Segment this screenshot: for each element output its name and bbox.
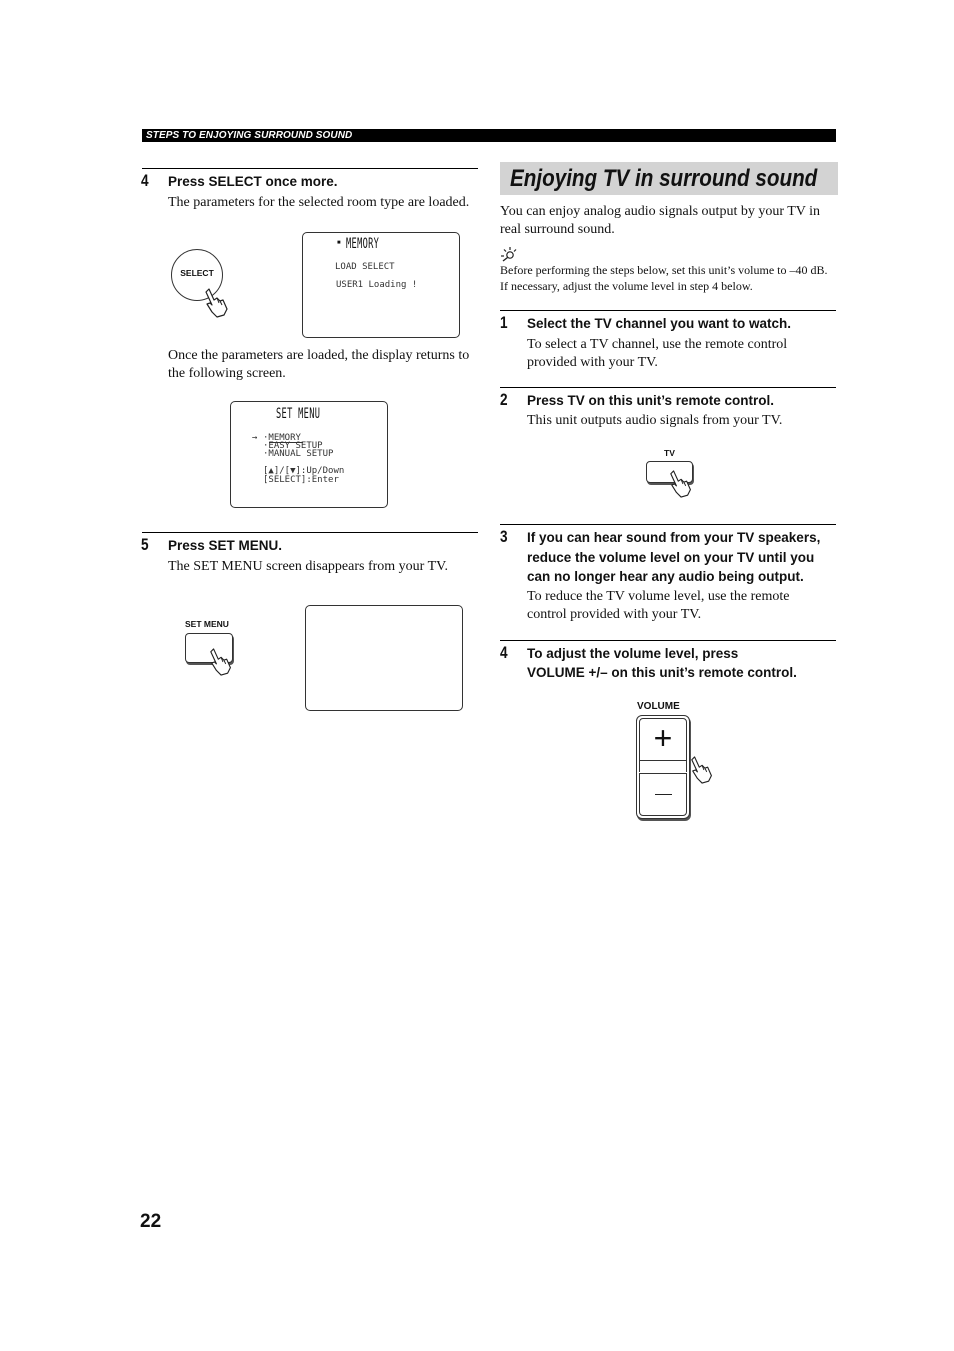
hand-pointer-icon <box>208 647 236 677</box>
osd-line: LOAD SELECT <box>335 262 395 272</box>
select-button-label: SELECT <box>180 268 214 278</box>
page-title: Enjoying TV in surround sound <box>510 165 818 192</box>
section-title: STEPS TO ENJOYING SURROUND SOUND <box>146 130 353 141</box>
blank-tv-screen <box>305 605 463 711</box>
step-heading: If you can hear sound from your TV speakers, reduce the volume level on your TV until you can no longer hear any audio being output. <box>527 530 821 584</box>
paragraph: Once the parameters are loaded, the display returns to the following screen. <box>168 348 470 381</box>
minus-icon <box>655 794 672 795</box>
hand-pointer-icon <box>689 755 717 785</box>
step-heading: To adjust the volume level, press <box>527 646 739 661</box>
rocker-divider <box>639 760 687 772</box>
step-body: The parameters for the selected room type are loaded. <box>168 195 470 210</box>
step-divider <box>500 640 836 641</box>
osd-menu-item: ·MANUAL SETUP <box>263 449 334 459</box>
step-body: The SET MENU screen disappears from your TV. <box>168 559 448 574</box>
set-menu-button-label: SET MENU <box>185 619 229 629</box>
osd-help-line: [SELECT]:Enter <box>263 475 339 485</box>
step-divider <box>500 310 836 311</box>
step-number: 4 <box>141 171 149 190</box>
osd-line: USER1 Loading ! <box>336 280 418 290</box>
osd-menu-item: ·EASY SETUP <box>263 441 323 451</box>
hand-pointer-icon <box>203 287 233 319</box>
step-divider <box>500 524 836 525</box>
volume-down-button[interactable] <box>639 773 687 816</box>
step-number: 3 <box>500 527 508 546</box>
hand-pointer-icon <box>668 469 696 499</box>
tip-lightbulb-icon <box>500 246 518 262</box>
cursor-arrow-icon: → <box>252 433 258 443</box>
volume-button-label: VOLUME <box>637 701 680 712</box>
step-heading: Press SET MENU. <box>168 538 283 553</box>
step-body: This unit outputs audio signals from your TV. <box>527 413 783 428</box>
step-divider <box>142 532 478 533</box>
step-heading: Press TV on this unit’s remote control. <box>527 393 775 408</box>
tv-button-label: TV <box>664 448 675 458</box>
step-number: 1 <box>500 313 508 332</box>
step-heading: Press SELECT once more. <box>168 174 338 189</box>
step-divider <box>500 387 836 388</box>
step-heading: Select the TV channel you want to watch. <box>527 316 792 331</box>
step-number: 2 <box>500 390 508 409</box>
page-number: 22 <box>140 1211 162 1232</box>
section-header-bar <box>142 129 836 142</box>
step-divider <box>142 168 478 169</box>
osd-title: MEMORY <box>346 236 380 252</box>
osd-title: SET MENU <box>276 406 321 422</box>
tip-text: Before performing the steps below, set this unit’s volume to –40 dB. If necessary, adjust the volume level in step 4 below. <box>500 263 828 293</box>
step-heading: VOLUME +/– on this unit’s remote control. <box>527 665 797 680</box>
step-number: 5 <box>141 535 149 554</box>
intro-paragraph: You can enjoy analog audio signals output by your TV in real surround sound. <box>500 204 821 237</box>
step-number: 4 <box>500 643 508 662</box>
bullet-icon: ■ <box>337 240 341 246</box>
osd-menu-item: ·MEMORY <box>263 433 301 443</box>
step-body: To select a TV channel, use the remote control provided with your TV. <box>527 337 788 370</box>
section-title-box <box>500 162 838 195</box>
osd-help-line: [▲]/[▼]:Up/Down <box>263 466 345 476</box>
volume-up-button[interactable]: + <box>639 718 687 761</box>
step-body: To reduce the TV volume level, use the remote control provided with your TV. <box>527 589 790 622</box>
